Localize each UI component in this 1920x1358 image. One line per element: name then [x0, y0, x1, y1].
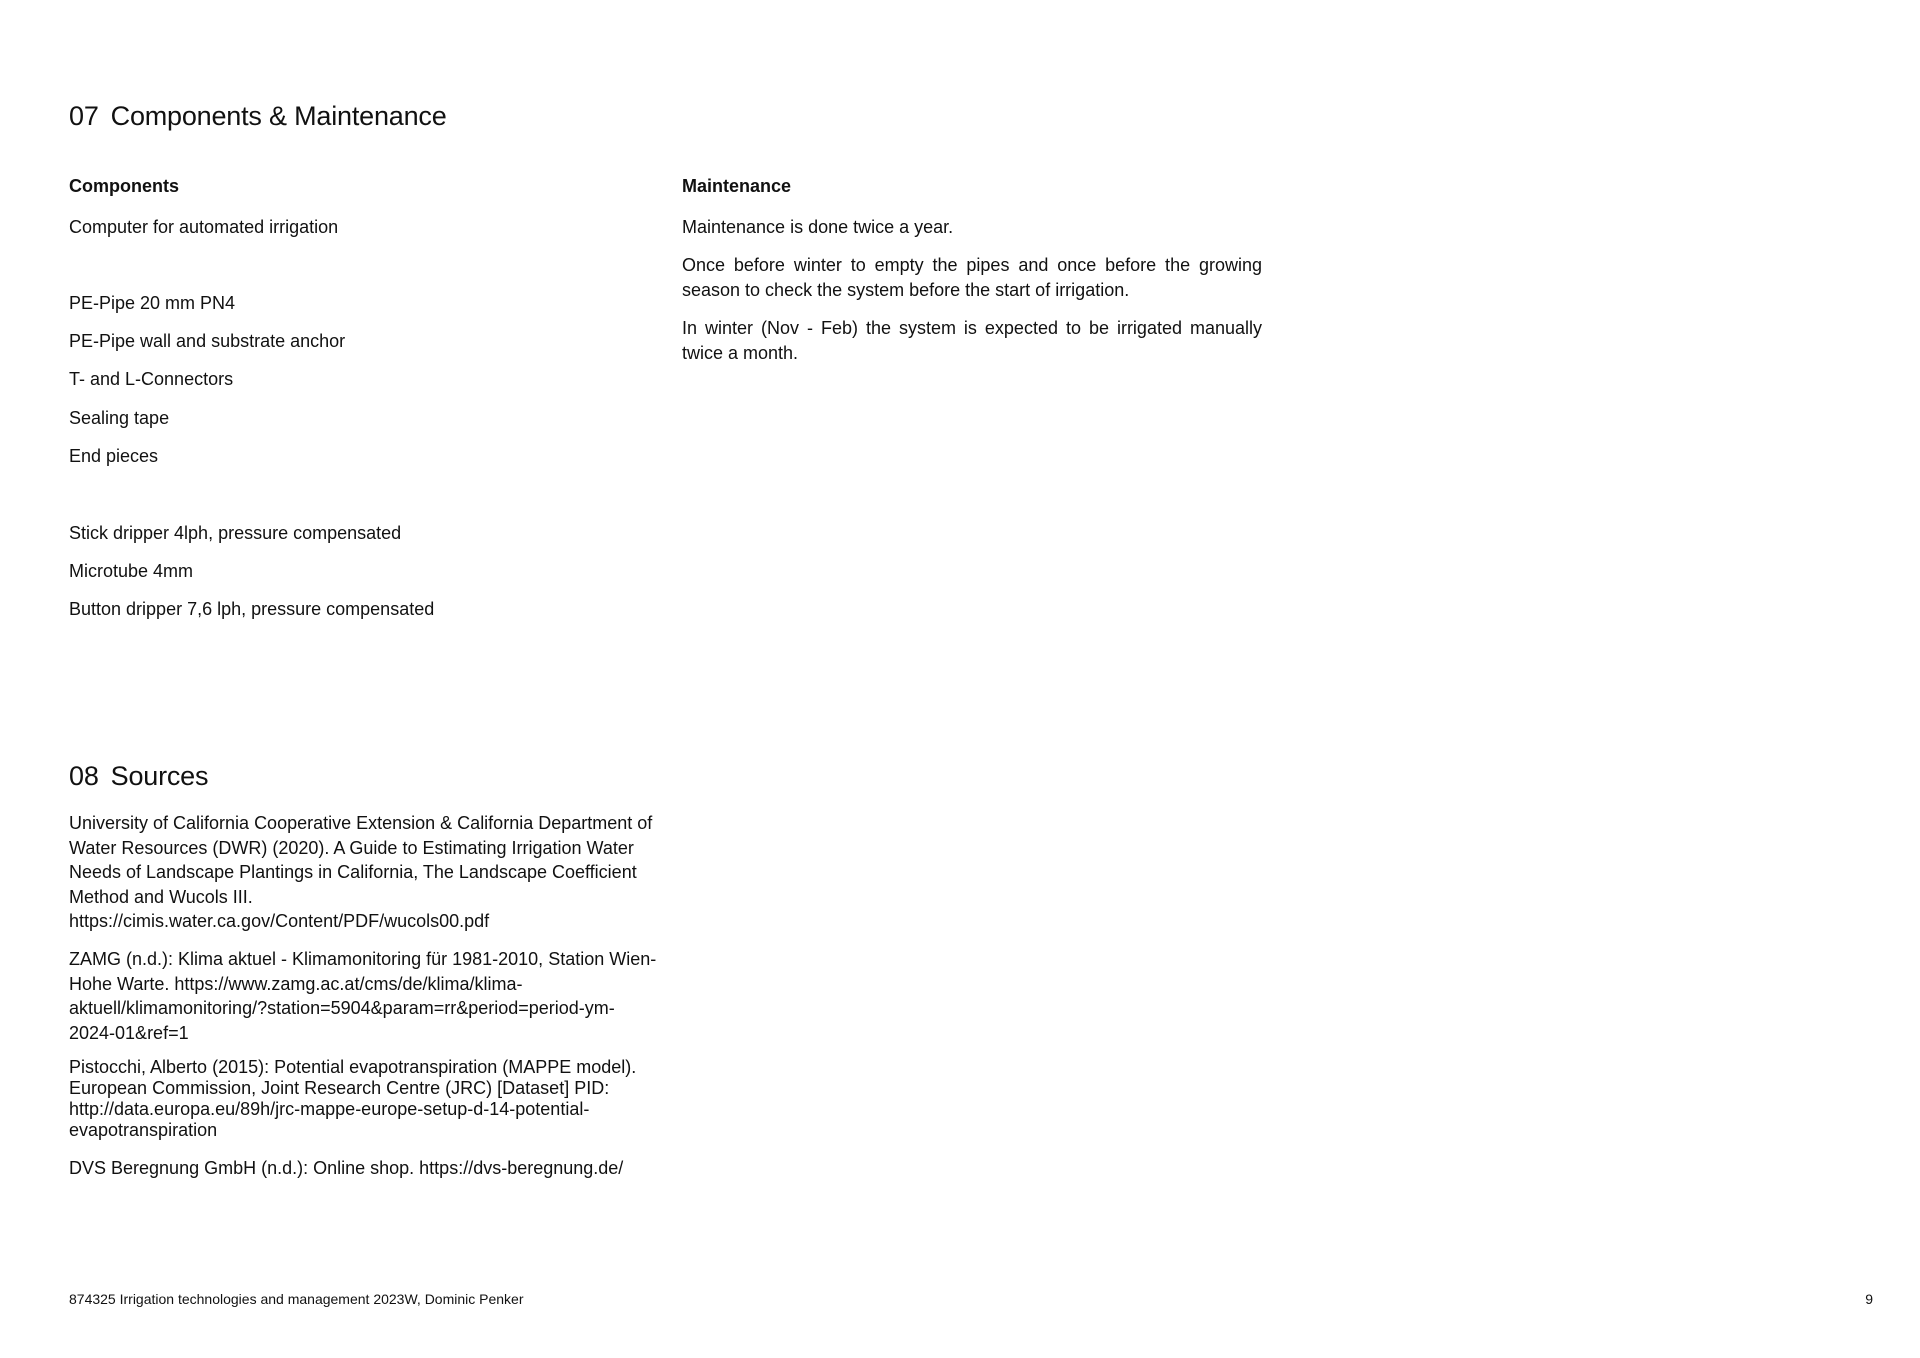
- page-number: 9: [1865, 1291, 1873, 1307]
- section-07-heading: [69, 100, 447, 132]
- component-item: Button dripper 7,6 lph, pressure compensated: [69, 599, 435, 619]
- section-08-number: 08: [69, 761, 99, 791]
- footer-course-info: 874325 Irrigation technologies and management 2023W, Dominic Penker: [69, 1291, 524, 1307]
- source-entry: Pistocchi, Alberto (2015): Potential evapotranspiration (MAPPE model). European Commission, Joint Research Centre (JRC) [Dataset] PID: http://data.europa.eu/89h/jrc-mappe-europe-setup-d-14-potential-evapotranspiration: [69, 1057, 637, 1140]
- component-item: Microtube 4mm: [69, 561, 194, 581]
- section-07-number: 07: [69, 101, 99, 131]
- maintenance-heading: Maintenance: [682, 176, 792, 196]
- component-item: T- and L-Connectors: [69, 369, 234, 389]
- component-item: PE-Pipe wall and substrate anchor: [69, 331, 346, 351]
- maintenance-paragraph: Maintenance is done twice a year.: [682, 217, 954, 237]
- maintenance-paragraph: Once before winter to empty the pipes and once before the growing season to check the system before the start of irrigation.: [682, 255, 1262, 300]
- section-08-heading: [69, 760, 208, 792]
- component-item: PE-Pipe 20 mm PN4: [69, 293, 236, 313]
- maintenance-paragraph: In winter (Nov - Feb) the system is expected to be irrigated manually twice a month.: [682, 318, 1262, 363]
- section-07-title: Components & Maintenance: [110, 101, 447, 131]
- component-item: End pieces: [69, 446, 159, 466]
- source-entry: DVS Beregnung GmbH (n.d.): Online shop. https://dvs-beregnung.de/: [69, 1158, 624, 1178]
- component-item: Stick dripper 4lph, pressure compensated: [69, 523, 402, 543]
- section-08-title: Sources: [110, 761, 209, 791]
- components-heading: Components: [69, 176, 179, 196]
- source-entry: ZAMG (n.d.): Klima aktuel - Klimamonitoring für 1981-2010, Station Wien-Hohe Warte. https://www.zamg.ac.at/cms/de/klima/klima-aktuell/klimamonitoring/?station=5904&param=rr&period=period-ym-2024-01&ref=1: [69, 949, 657, 1043]
- source-entry: University of California Cooperative Extension & California Department of Water Resources (DWR) (2020). A Guide to Estimating Irrigation Water Needs of Landscape Plantings in California, The Landscape Coefficient Method and Wucols III. https://cimis.water.ca.gov/Content/PDF/wucols00.pdf: [69, 813, 653, 931]
- component-item: Computer for automated irrigation: [69, 217, 339, 237]
- component-item: Sealing tape: [69, 408, 170, 428]
